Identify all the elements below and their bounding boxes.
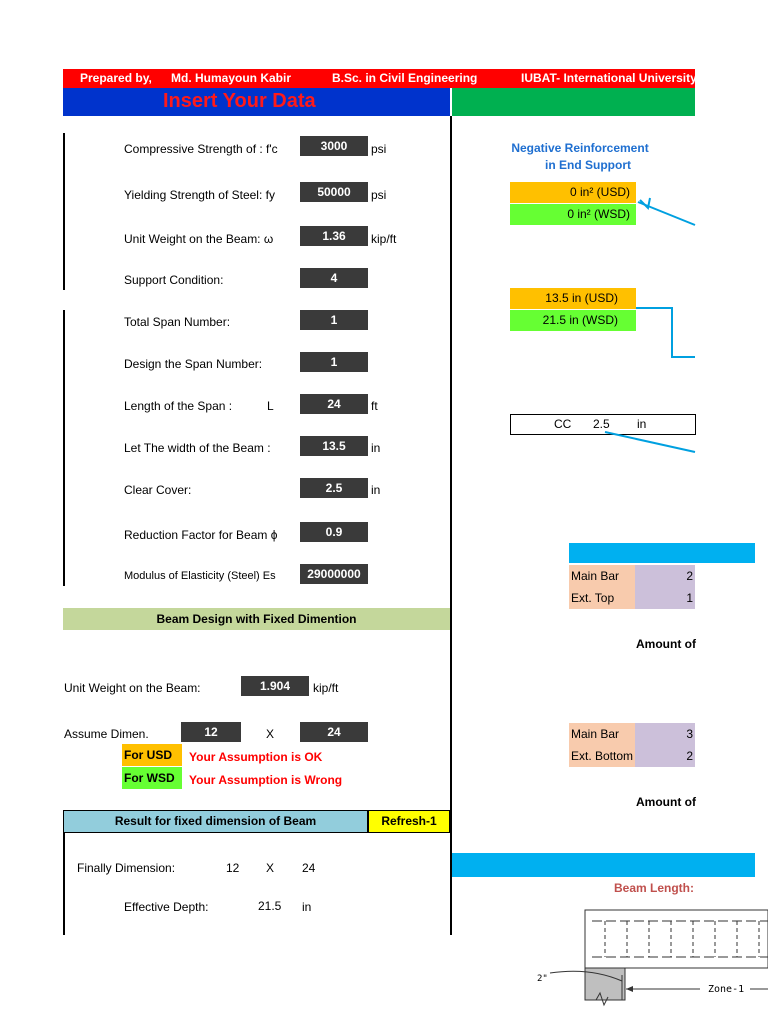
top-main-bar-value: 2 — [635, 565, 695, 587]
assume-depth-input[interactable]: 24 — [300, 722, 368, 742]
unit-weight-input[interactable]: 1.36 — [300, 226, 368, 246]
author-degree: B.Sc. in Civil Engineering — [332, 71, 478, 85]
span-length-symbol: L — [267, 399, 274, 413]
amount-of-label-2: Amount of — [636, 795, 696, 809]
assume-width-input[interactable]: 12 — [181, 722, 241, 742]
ext-bottom-label: Ext. Bottom — [569, 745, 635, 767]
support-label: Support Condition: — [124, 273, 224, 287]
fy-label: Yielding Strength of Steel: fy — [124, 188, 275, 202]
negative-reinforcement-subtitle: in End Support — [545, 158, 631, 172]
ext-top-value: 1 — [635, 587, 695, 609]
fixed-dimension-header: Beam Design with Fixed Dimention — [63, 608, 450, 630]
unit-weight-unit: kip/ft — [371, 232, 397, 246]
unit-weight-label: Unit Weight on the Beam: ω — [124, 232, 274, 246]
beam-width-label: Let The width of the Beam : — [124, 441, 271, 455]
span-design-input[interactable]: 1 — [300, 352, 368, 372]
usd-tag: For USD — [122, 744, 182, 766]
clear-cover-label: Clear Cover: — [124, 483, 192, 497]
span-total-input[interactable]: 1 — [300, 310, 368, 330]
connector-lines — [450, 180, 768, 480]
modulus-input[interactable]: 29000000 — [300, 564, 368, 584]
span-length-input[interactable]: 24 — [300, 394, 368, 414]
insert-data-title: Insert Your Data — [163, 90, 316, 112]
assume-x: X — [266, 727, 275, 741]
depth-wsd-value: 21.5 in (WSD) — [510, 310, 636, 331]
prepared-by-label: Prepared by, — [80, 71, 152, 85]
beam-outline — [585, 910, 768, 968]
negative-reinforcement-title: Negative Reinforcement — [511, 141, 649, 155]
beam-length-label: Beam Length: — [614, 881, 695, 895]
cc-value: 2.5 — [593, 417, 610, 431]
left-border-2 — [63, 310, 65, 586]
cc-connector-line — [605, 432, 695, 452]
fy-input[interactable]: 50000 — [300, 182, 368, 202]
beam-width-unit: in — [371, 441, 381, 455]
effective-depth-unit: in — [302, 900, 312, 914]
beam-length-header — [452, 853, 755, 877]
bottom-main-bar-value: 3 — [635, 723, 695, 745]
ext-top-label: Ext. Top — [569, 587, 635, 609]
neg-usd-value: 0 in² (USD) — [510, 182, 636, 203]
support-input[interactable]: 4 — [300, 268, 368, 288]
assume-label: Assume Dimen. — [64, 727, 149, 741]
insert-data-header — [63, 88, 450, 116]
top-main-bar-label: Main Bar — [569, 565, 635, 587]
bottom-main-bar-label: Main Bar — [569, 723, 635, 745]
reduction-factor-input[interactable]: 0.9 — [300, 522, 368, 542]
neg-wsd-value: 0 in² (WSD) — [510, 204, 636, 225]
zone-1-label: Zone-1 — [708, 984, 745, 995]
final-width: 12 — [226, 861, 240, 875]
fixed-unit-weight-unit: kip/ft — [313, 681, 339, 695]
final-x: X — [266, 861, 275, 875]
fy-unit: psi — [371, 188, 387, 202]
reduction-factor-label: Reduction Factor for Beam ϕ — [124, 528, 278, 542]
author-banner — [63, 69, 695, 88]
wsd-tag: For WSD — [122, 767, 182, 789]
stirrups — [605, 921, 759, 957]
fc-input[interactable]: 3000 — [300, 136, 368, 156]
final-dimension-label: Finally Dimension: — [77, 861, 176, 875]
depth-usd-value: 13.5 in (USD) — [510, 288, 636, 309]
zone-arrow-left — [626, 986, 633, 992]
refresh-button[interactable]: Refresh-1 — [368, 810, 450, 833]
fc-label: Compressive Strength of : f'c — [124, 142, 278, 156]
modulus-label: Modulus of Elasticity (Steel) Es — [124, 570, 276, 582]
span-length-unit: ft — [371, 399, 378, 413]
wsd-message: Your Assumption is Wrong — [189, 773, 343, 787]
effective-depth-value: 21.5 — [258, 899, 282, 913]
result-header: Result for fixed dimension of Beam — [63, 810, 368, 833]
ext-bottom-value: 2 — [635, 745, 695, 767]
beam-stirrup-drawing — [530, 905, 768, 1024]
span-total-label: Total Span Number: — [124, 315, 231, 329]
cc-label: CC — [554, 417, 572, 431]
beam-width-input[interactable]: 13.5 — [300, 436, 368, 456]
final-depth: 24 — [302, 861, 316, 875]
author-university: IUBAT- International University — [521, 71, 697, 85]
span-design-label: Design the Span Number: — [124, 357, 263, 371]
author-name: Md. Humayoun Kabir — [171, 71, 292, 85]
fc-unit: psi — [371, 142, 387, 156]
dim-2in-label: 2" — [537, 974, 548, 984]
bar-schedule-header — [569, 543, 755, 563]
span-length-label: Length of the Span : — [124, 399, 233, 413]
clear-cover-input[interactable]: 2.5 — [300, 478, 368, 498]
left-border-1 — [63, 133, 65, 290]
cc-unit: in — [637, 417, 647, 431]
usd-message: Your Assumption is OK — [189, 750, 323, 764]
fixed-unit-weight-value: 1.904 — [241, 676, 309, 696]
fixed-unit-weight-label: Unit Weight on the Beam: — [64, 681, 201, 695]
amount-of-label-1: Amount of — [636, 637, 696, 651]
depth-connector-line — [636, 308, 695, 357]
effective-depth-label: Effective Depth: — [124, 900, 209, 914]
results-header-bar — [452, 88, 695, 116]
clear-cover-unit: in — [371, 483, 381, 497]
